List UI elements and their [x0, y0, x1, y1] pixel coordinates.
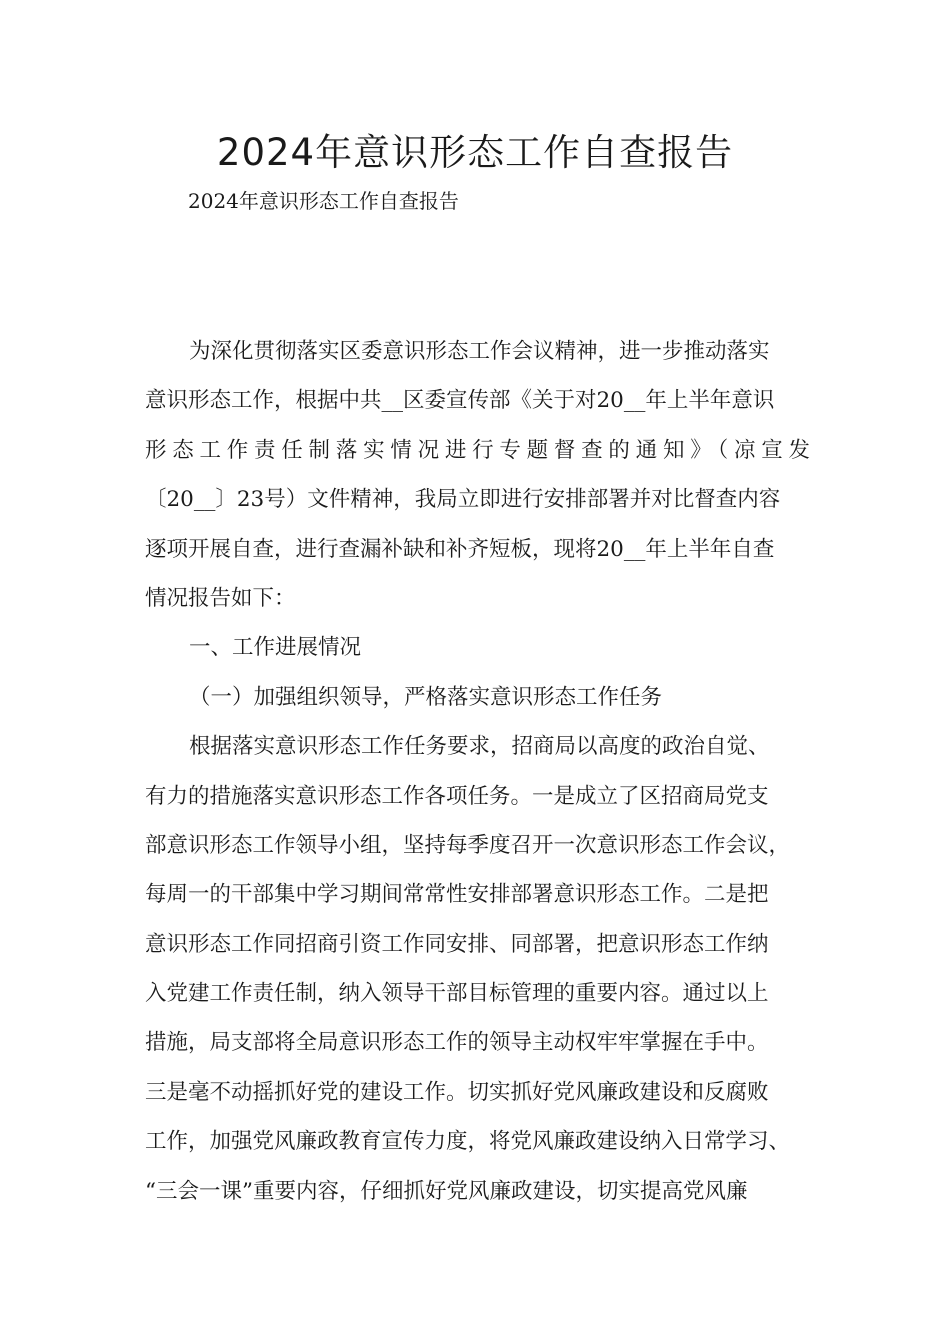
body-line: 形态工作责任制落实情况进行专题督查的通知》（凉宣发	[145, 437, 810, 463]
document-title: 2024年意识形态工作自查报告	[216, 131, 734, 174]
body-line: 意识形态工作同招商引资工作同安排、同部署，把意识形态工作纳	[145, 931, 769, 957]
document-body	[145, 334, 810, 1223]
body-line: 根据落实意识形态工作任务要求，招商局以高度的政治自觉、	[189, 734, 770, 760]
body-line: 有力的措施落实意识形态工作各项任务。一是成立了区招商局党支	[145, 783, 769, 809]
body-line: 措施，局支部将全局意识形态工作的领导主动权牢牢掌握在手中。	[145, 1030, 769, 1056]
body-line: 工作，加强党风廉政教育宣传力度，将党风廉政建设纳入日常学习、	[145, 1129, 791, 1155]
body-line: 每周一的干部集中学习期间常常性安排部署意识形态工作。二是把	[145, 882, 769, 908]
body-line: 三是毫不动摇抓好党的建设工作。切实抓好党风廉政建设和反腐败	[145, 1079, 769, 1105]
body-line: “三会一课”重要内容，仔细抓好党风廉政建设，切实提高党风廉	[145, 1178, 748, 1204]
section-heading: 一、工作进展情况	[189, 635, 362, 661]
body-line: 入党建工作责任制，纳入领导干部目标管理的重要内容。通过以上	[145, 981, 769, 1007]
subsection-heading: （一）加强组织领导，严格落实意识形态工作任务	[189, 684, 663, 710]
document-subtitle: 2024年意识形态工作自查报告	[188, 189, 459, 213]
body-line: 情况报告如下：	[145, 585, 296, 611]
body-line: 部意识形态工作领导小组，坚持每季度召开一次意识形态工作会议，	[145, 832, 791, 858]
body-line: 逐项开展自查，进行查漏补缺和补齐短板，现将20__年上半年自查	[145, 536, 775, 562]
body-line: 〔20__〕23号）文件精神，我局立即进行安排部署并对比督查内容	[145, 487, 781, 513]
body-line: 意识形态工作，根据中共__区委宣传部《关于对20__年上半年意识	[145, 388, 775, 414]
body-line: 为深化贯彻落实区委意识形态工作会议精神，进一步推动落实	[189, 339, 770, 364]
